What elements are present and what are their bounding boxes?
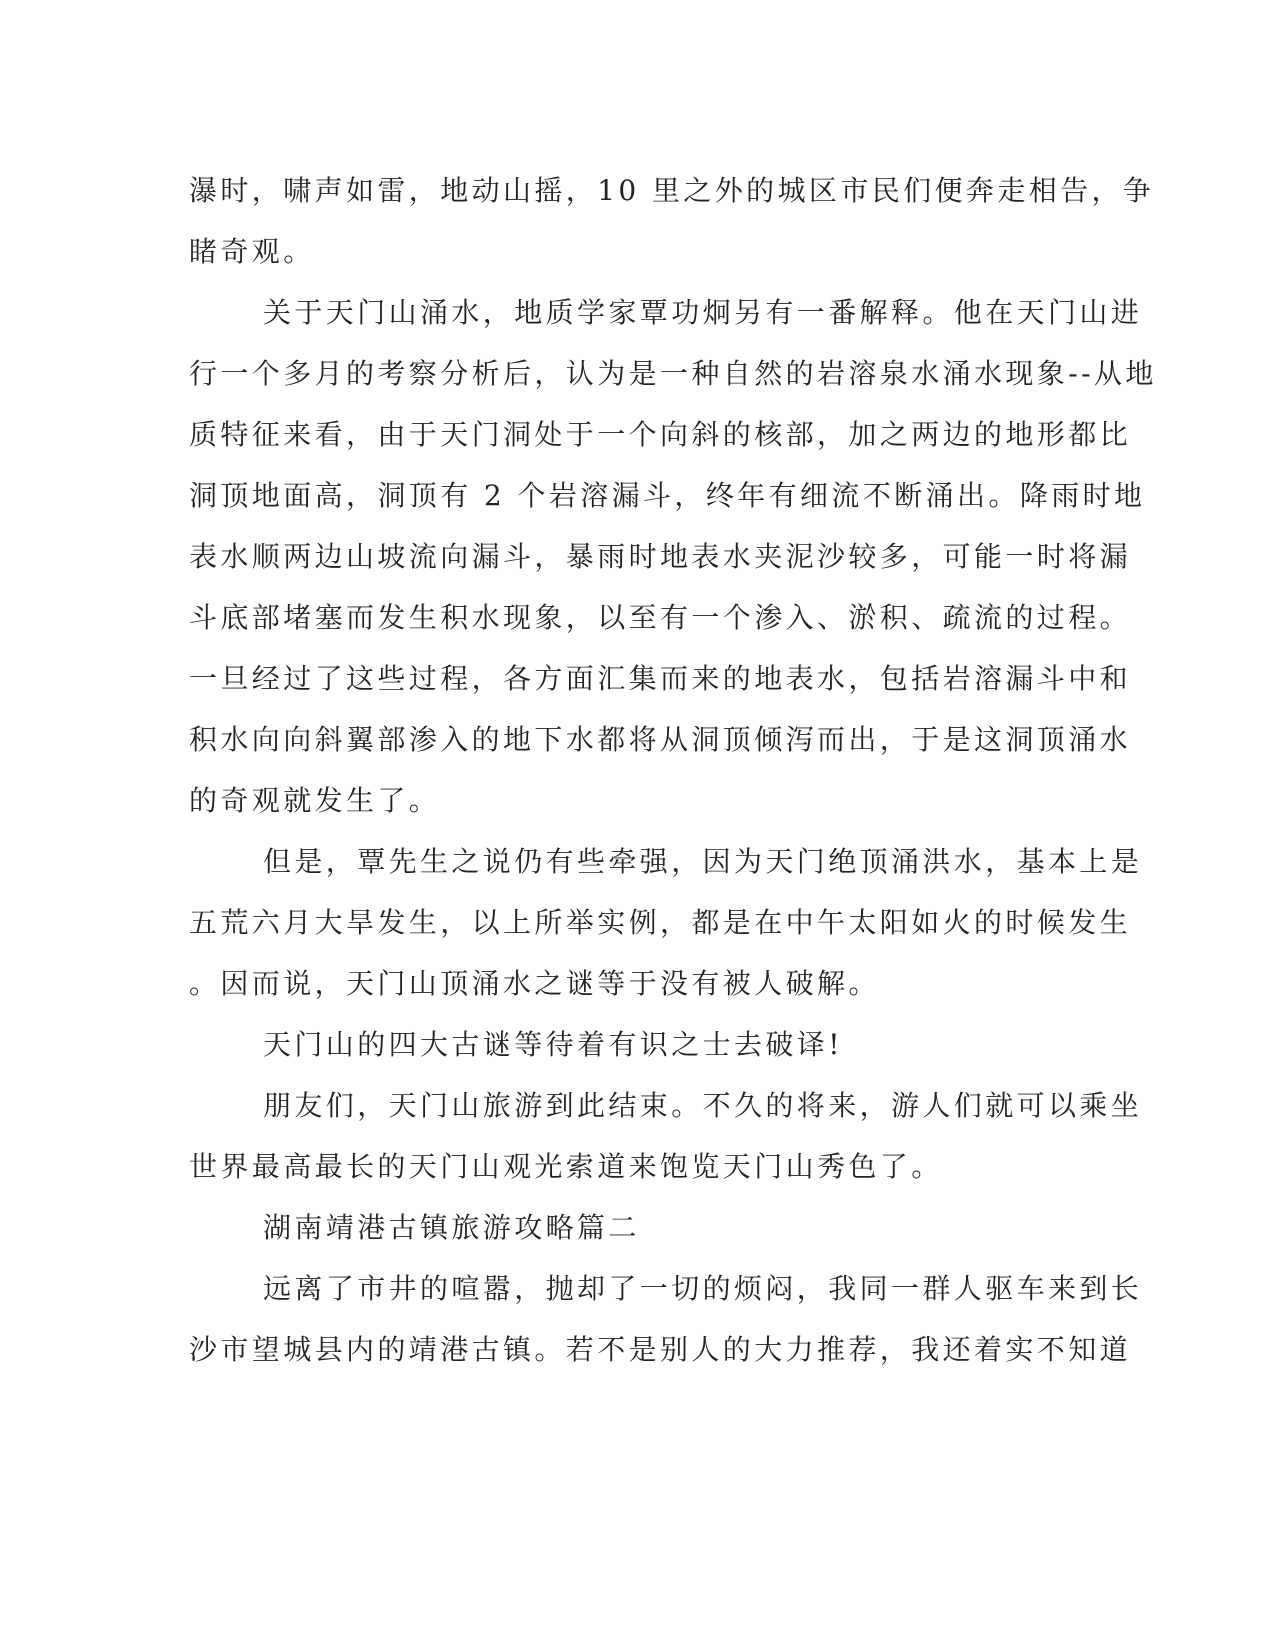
text-line: 天门山的四大古谜等待着有识之士去破译! — [263, 1028, 843, 1061]
text-line: 朋友们，天门山旅游到此结束。不久的将来，游人们就可以乘坐 — [263, 1089, 1143, 1122]
text-line: 关于天门山涌水，地质学家覃功炯另有一番解释。他在天门山进 — [263, 296, 1143, 329]
text-line: 远离了市井的喧嚣，抛却了一切的烦闷，我同一群人驱车来到长 — [263, 1272, 1143, 1305]
text-line: 质特征来看，由于天门洞处于一个向斜的核部，加之两边的地形都比 — [189, 418, 1132, 451]
text-line: 一旦经过了这些过程，各方面汇集而来的地表水，包括岩溶漏斗中和 — [189, 662, 1132, 695]
text-line: 斗底部堵塞而发生积水现象，以至有一个渗入、淤积、疏流的过程。 — [189, 601, 1132, 634]
text-line: 瀑时，啸声如雷，地动山摇，10 里之外的城区市民们便奔走相告，争 — [189, 174, 1155, 207]
text-line: 的奇观就发生了。 — [189, 784, 441, 817]
section-heading: 湖南靖港古镇旅游攻略篇二 — [263, 1211, 640, 1244]
text-line: 积水向向斜翼部渗入的地下水都将从洞顶倾泻而出，于是这洞顶涌水 — [189, 723, 1132, 756]
text-line: 世界最高最长的天门山观光索道来饱览天门山秀色了。 — [189, 1150, 943, 1183]
text-line: 表水顺两边山坡流向漏斗，暴雨时地表水夹泥沙较多，可能一时将漏 — [189, 540, 1132, 573]
document-text — [189, 160, 1157, 1380]
text-line: 行一个多月的考察分析后，认为是一种自然的岩溶泉水涌水现象--从地 — [189, 357, 1157, 390]
text-line: 五荒六月大旱发生，以上所举实例，都是在中午太阳如火的时候发生 — [189, 906, 1132, 939]
text-line: 沙市望城县内的靖港古镇。若不是别人的大力推荐，我还着实不知道 — [189, 1333, 1132, 1366]
text-line: 。因而说，天门山顶涌水之谜等于没有被人破解。 — [189, 967, 880, 1000]
text-line: 洞顶地面高，洞顶有 2 个岩溶漏斗，终年有细流不断涌出。降雨时地 — [189, 479, 1146, 512]
text-line: 睹奇观。 — [189, 235, 315, 268]
text-line: 但是，覃先生之说仍有些牵强，因为天门绝顶涌洪水，基本上是 — [263, 845, 1143, 878]
